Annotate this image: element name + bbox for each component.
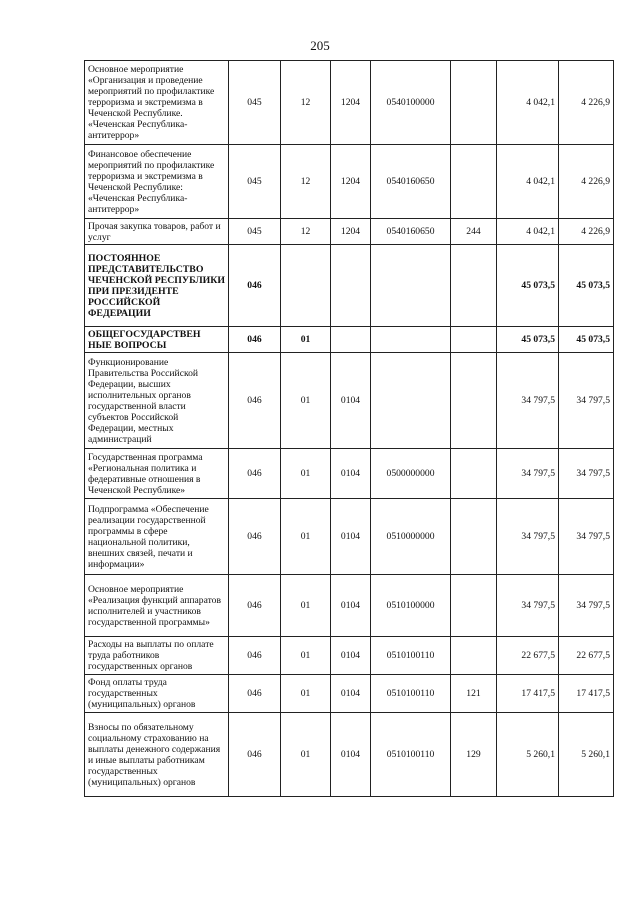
row-name: Основное мероприятие «Реализация функций аппаратов исполнителей и участников государственной программы» xyxy=(85,575,229,637)
subsection-code: 0104 xyxy=(331,499,371,575)
expense-type-code xyxy=(451,145,497,219)
table-row xyxy=(85,219,614,245)
table-row xyxy=(85,637,614,675)
amount-year-1: 22 677,5 xyxy=(497,637,559,675)
subsection-code: 1204 xyxy=(331,219,371,245)
page-number: 205 xyxy=(310,38,330,53)
ministry-code: 046 xyxy=(229,353,281,449)
target-article-code: 0510100110 xyxy=(371,675,451,713)
section-code: 01 xyxy=(281,499,331,575)
subsection-code: 0104 xyxy=(331,675,371,713)
row-name: Основное мероприятие «Организация и проведение мероприятий по профилактике терроризма и экстремизма в Чеченской Республике. «Чеченская Республика-антитеррор» xyxy=(85,61,229,145)
amount-year-2: 34 797,5 xyxy=(559,499,614,575)
target-article-code: 0540160650 xyxy=(371,145,451,219)
amount-year-2: 5 260,1 xyxy=(559,713,614,797)
amount-year-2: 45 073,5 xyxy=(559,327,614,353)
row-name: Финансовое обеспечение мероприятий по профилактике терроризма и экстремизма в Чеченской Республике: «Чеченская Республика-антитеррор» xyxy=(85,145,229,219)
section-code: 01 xyxy=(281,713,331,797)
target-article-code: 0510000000 xyxy=(371,499,451,575)
row-name: Фонд оплаты труда государственных (муниципальных) органов xyxy=(85,675,229,713)
target-article-code xyxy=(371,245,451,327)
subsection-code: 0104 xyxy=(331,713,371,797)
expense-type-code xyxy=(451,499,497,575)
row-name: Функционирование Правительства Российской Федерации, высших исполнительных органов государственной власти субъектов Российской Федерации, местных администраций xyxy=(85,353,229,449)
target-article-code: 0500000000 xyxy=(371,449,451,499)
ministry-code: 046 xyxy=(229,245,281,327)
ministry-code: 046 xyxy=(229,575,281,637)
table-row xyxy=(85,675,614,713)
amount-year-2: 34 797,5 xyxy=(559,575,614,637)
target-article-code: 0510100110 xyxy=(371,713,451,797)
amount-year-2: 22 677,5 xyxy=(559,637,614,675)
section-code: 12 xyxy=(281,219,331,245)
expense-type-code: 129 xyxy=(451,713,497,797)
row-name: Расходы на выплаты по оплате труда работников государственных органов xyxy=(85,637,229,675)
row-name: Государственная программа «Региональная политика и федеративные отношения в Чеченской Республике» xyxy=(85,449,229,499)
section-code: 12 xyxy=(281,145,331,219)
table-row xyxy=(85,245,614,327)
subsection-code xyxy=(331,327,371,353)
amount-year-2: 45 073,5 xyxy=(559,245,614,327)
subsection-code: 0104 xyxy=(331,637,371,675)
table-row xyxy=(85,353,614,449)
section-code: 12 xyxy=(281,61,331,145)
subsection-code: 1204 xyxy=(331,145,371,219)
ministry-code: 046 xyxy=(229,675,281,713)
subsection-code: 0104 xyxy=(331,449,371,499)
section-code: 01 xyxy=(281,637,331,675)
ministry-code: 045 xyxy=(229,219,281,245)
target-article-code: 0540100000 xyxy=(371,61,451,145)
expense-type-code xyxy=(451,61,497,145)
amount-year-2: 17 417,5 xyxy=(559,675,614,713)
target-article-code: 0510100000 xyxy=(371,575,451,637)
ministry-code: 046 xyxy=(229,499,281,575)
amount-year-1: 34 797,5 xyxy=(497,353,559,449)
target-article-code xyxy=(371,327,451,353)
amount-year-1: 4 042,1 xyxy=(497,219,559,245)
subsection-code: 1204 xyxy=(331,61,371,145)
amount-year-2: 4 226,9 xyxy=(559,145,614,219)
row-name: Взносы по обязательному социальному страхованию на выплаты денежного содержания и иные выплаты работникам государственных (муниципальных) органов xyxy=(85,713,229,797)
row-name: Прочая закупка товаров, работ и услуг xyxy=(85,219,229,245)
target-article-code: 0510100110 xyxy=(371,637,451,675)
table-row xyxy=(85,575,614,637)
expense-type-code xyxy=(451,353,497,449)
amount-year-2: 4 226,9 xyxy=(559,61,614,145)
amount-year-1: 4 042,1 xyxy=(497,145,559,219)
subsection-code: 0104 xyxy=(331,353,371,449)
ministry-code: 046 xyxy=(229,449,281,499)
ministry-code: 045 xyxy=(229,145,281,219)
section-code: 01 xyxy=(281,353,331,449)
section-code: 01 xyxy=(281,675,331,713)
table-row xyxy=(85,713,614,797)
table-row xyxy=(85,499,614,575)
amount-year-1: 4 042,1 xyxy=(497,61,559,145)
row-name: ОБЩЕГОСУДАРСТВЕН НЫЕ ВОПРОСЫ xyxy=(85,327,229,353)
amount-year-2: 4 226,9 xyxy=(559,219,614,245)
expense-type-code xyxy=(451,327,497,353)
table-body xyxy=(85,61,614,797)
amount-year-1: 34 797,5 xyxy=(497,499,559,575)
ministry-code: 046 xyxy=(229,637,281,675)
budget-table xyxy=(84,60,614,797)
amount-year-2: 34 797,5 xyxy=(559,449,614,499)
amount-year-2: 34 797,5 xyxy=(559,353,614,449)
amount-year-1: 45 073,5 xyxy=(497,327,559,353)
amount-year-1: 34 797,5 xyxy=(497,449,559,499)
section-code: 01 xyxy=(281,575,331,637)
expense-type-code xyxy=(451,637,497,675)
amount-year-1: 45 073,5 xyxy=(497,245,559,327)
expense-type-code xyxy=(451,575,497,637)
subsection-code: 0104 xyxy=(331,575,371,637)
table-row xyxy=(85,61,614,145)
row-name: Подпрограмма «Обеспечение реализации государственной программы в сфере национальной политики, внешних связей, печати и информации» xyxy=(85,499,229,575)
expense-type-code: 121 xyxy=(451,675,497,713)
subsection-code xyxy=(331,245,371,327)
table-row xyxy=(85,327,614,353)
expense-type-code xyxy=(451,449,497,499)
target-article-code xyxy=(371,353,451,449)
amount-year-1: 34 797,5 xyxy=(497,575,559,637)
amount-year-1: 17 417,5 xyxy=(497,675,559,713)
ministry-code: 045 xyxy=(229,61,281,145)
amount-year-1: 5 260,1 xyxy=(497,713,559,797)
ministry-code: 046 xyxy=(229,327,281,353)
table-row xyxy=(85,449,614,499)
target-article-code: 0540160650 xyxy=(371,219,451,245)
section-code: 01 xyxy=(281,327,331,353)
row-name: ПОСТОЯННОЕ ПРЕДСТАВИТЕЛЬСТВО ЧЕЧЕНСКОЙ РЕСПУБЛИКИ ПРИ ПРЕЗИДЕНТЕ РОССИЙСКОЙ ФЕДЕРАЦИИ xyxy=(85,245,229,327)
section-code xyxy=(281,245,331,327)
expense-type-code: 244 xyxy=(451,219,497,245)
table-row xyxy=(85,145,614,219)
ministry-code: 046 xyxy=(229,713,281,797)
expense-type-code xyxy=(451,245,497,327)
section-code: 01 xyxy=(281,449,331,499)
